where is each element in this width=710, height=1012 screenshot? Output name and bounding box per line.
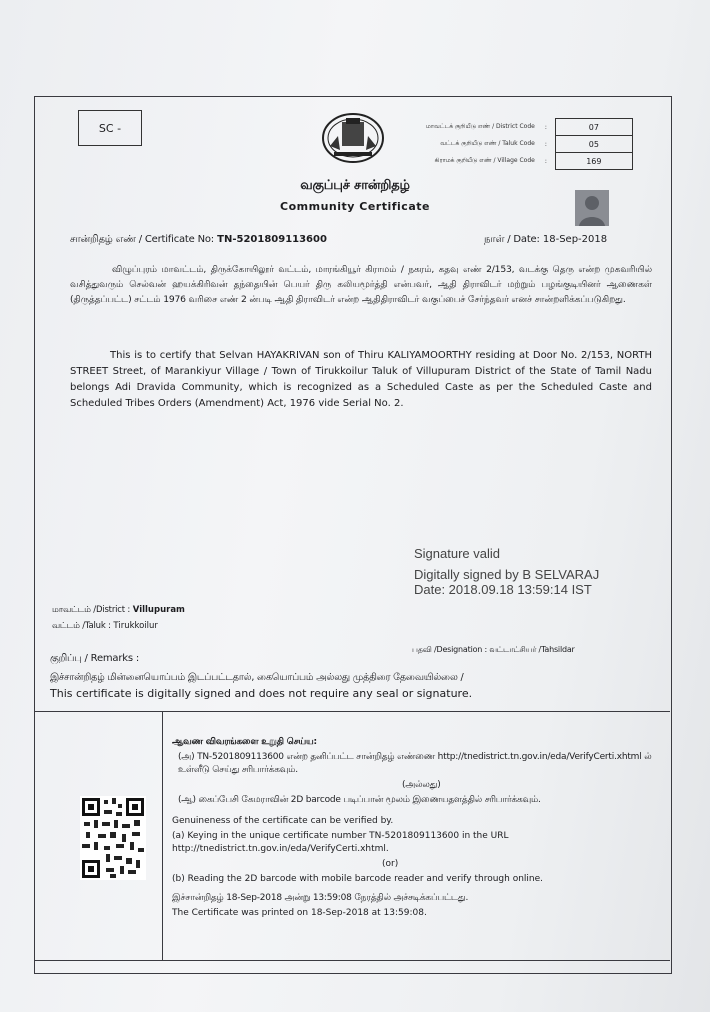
verification-tamil-or: (அல்லது): [402, 780, 441, 790]
verification-tamil-b: (ஆ) கைப்பேசி கேமராவின் 2D barcode படிப்பான் மூலம் இணையதளத்தில் சரிபார்க்கவும்.: [178, 795, 541, 805]
english-paragraph-text: This is to certify that Selvan HAYAKRIVAN son of Thiru KALIYAMOORTHY residing at Door No. 2/153, NORTH STREET Street, of Marankiyur Village / Town of Tirukkoilur Taluk of Villupuram District of the State of Tamil Nadu belongs Adi Dravida Community, which is recognized as a Scheduled Caste as per the Scheduled Caste and Scheduled Tribes Orders (Amendment) Act, 1976 vide Serial No. 2.: [70, 350, 652, 409]
certificate-date-value: 18-Sep-2018: [542, 234, 608, 245]
certificate-number-value: TN-5201809113600: [217, 234, 327, 245]
signature-date: Date: 2018.09.18 13:59:14 IST: [414, 582, 592, 597]
certificate-number-label: சான்றிதழ் எண் / Certificate No:: [70, 234, 214, 245]
district-line: [52, 605, 185, 616]
title-english: Community Certificate: [280, 200, 430, 213]
divider-line: [34, 711, 670, 712]
district-label: மாவட்டம் /District :: [52, 605, 131, 615]
taluk-code-row: வட்டக் குறியீடு எண் / Taluk Code : 05: [424, 136, 632, 153]
sc-label: SC -: [98, 121, 122, 135]
district-code-row: மாவட்டக் குறியீடு எண் / District Code : 07: [424, 119, 632, 136]
taluk-line: [52, 621, 158, 632]
village-code-label: கிராமக் குறியீடு எண் / Village Code: [434, 157, 535, 164]
verification-english-or: (or): [382, 859, 399, 869]
certificate-date-label: நாள் / Date:: [484, 234, 540, 245]
printed-english: The Certificate was printed on 18-Sep-2018 at 13:59:08.: [172, 908, 427, 918]
certificate-date: [484, 234, 607, 246]
remarks-tamil: இச்சான்றிதழ் மின்னையொப்பம் இடப்பட்டதால், கையொப்பம் அல்லது முத்திரை தேவையில்லை /: [50, 672, 464, 683]
bottom-line: [34, 960, 670, 961]
title-tamil: வகுப்புச் சான்றிதழ்: [300, 178, 410, 193]
certificate-number: [70, 234, 327, 246]
digital-signature: [414, 546, 599, 597]
tamil-paragraph: [70, 262, 652, 307]
village-code-row: கிராமக் குறியீடு எண் / Village Code : 169: [424, 153, 632, 170]
verification-divider: [162, 712, 163, 960]
taluk-value: Tirukkoilur: [113, 621, 158, 631]
verification-tamil-a: (அ) TN-5201809113600 என்ற தனிப்பட்ட சான்றிதழ் எண்ணை http://tnedistrict.tn.gov.in/eda/VerifyCerti.xhtml ல் உள்ளீடு செய்து சரிபார்க்கவும்.: [178, 752, 652, 775]
english-paragraph: [70, 348, 652, 412]
remarks-english: This certificate is digitally signed and does not require any seal or signature.: [50, 687, 473, 700]
village-code-value: 169: [555, 153, 632, 170]
sc-label-box: [78, 110, 142, 146]
verification-english-heading: Genuineness of the certificate can be verified by.: [172, 816, 394, 826]
codes-table: [424, 118, 633, 170]
verification-english-b: (b) Reading the 2D barcode with mobile barcode reader and verify through online.: [172, 874, 544, 884]
taluk-label: வட்டம் /Taluk :: [52, 621, 111, 631]
district-value: Villupuram: [132, 605, 185, 615]
signature-signed-by: Digitally signed by B SELVARAJ: [414, 567, 600, 582]
taluk-code-value: 05: [555, 136, 632, 153]
remarks-label: குறிப்பு / Remarks :: [50, 653, 140, 664]
verification-english-a: (a) Keying in the unique certificate number TN-5201809113600 in the URL http://tnedistrict.tn.gov.in/eda/VerifyCerti.xhtml.: [172, 831, 509, 854]
verification-tamil-heading: ஆவண விவரங்களை உறுதி செய்ய:: [172, 737, 317, 747]
printed-tamil: இச்சான்றிதழ் 18-Sep-2018 அன்று 13:59:08 நேரத்தில் அச்சடிக்கப்பட்டது.: [172, 893, 469, 903]
signature-valid-text: Signature valid: [414, 546, 500, 561]
taluk-code-label: வட்டக் குறியீடு எண் / Taluk Code: [440, 140, 535, 147]
verification-section: [172, 736, 662, 922]
qr-code-icon: [80, 796, 146, 880]
tamil-nadu-emblem-icon: [320, 112, 386, 166]
district-code-value: 07: [555, 119, 632, 136]
tamil-paragraph-text: விழுப்புரம் மாவட்டம், திருக்கோயிலூர் வட்டம், மாரங்கியூர் கிராமம் / நகரம், கதவு எண் 2/153, வடக்கு தெரு என்ற முகவரியில் வசித்துவரும் செல்வன் ஹயக்கிரிவன் தந்தையின் பெயர் திரு கலியமூர்த்தி என்பவர், ஆதி திராவிடர் மற்றும் பழங்குடியினர் ஆணைகள் (திருத்தப்பட்ட) சட்டம் 1976 வரிசை எண் 2 ன்படி ஆதி திராவிடர் என்ற ஆதிதிராவிடர் வகுப்பைச் சேர்ந்தவர் எனச் சான்றளிக்கப்படுகிறது.: [70, 264, 652, 305]
designation: பதவி /Designation : வட்டாட்சியர் /Tahsildar: [412, 645, 575, 654]
district-code-label: மாவட்டக் குறியீடு எண் / District Code: [426, 123, 535, 130]
